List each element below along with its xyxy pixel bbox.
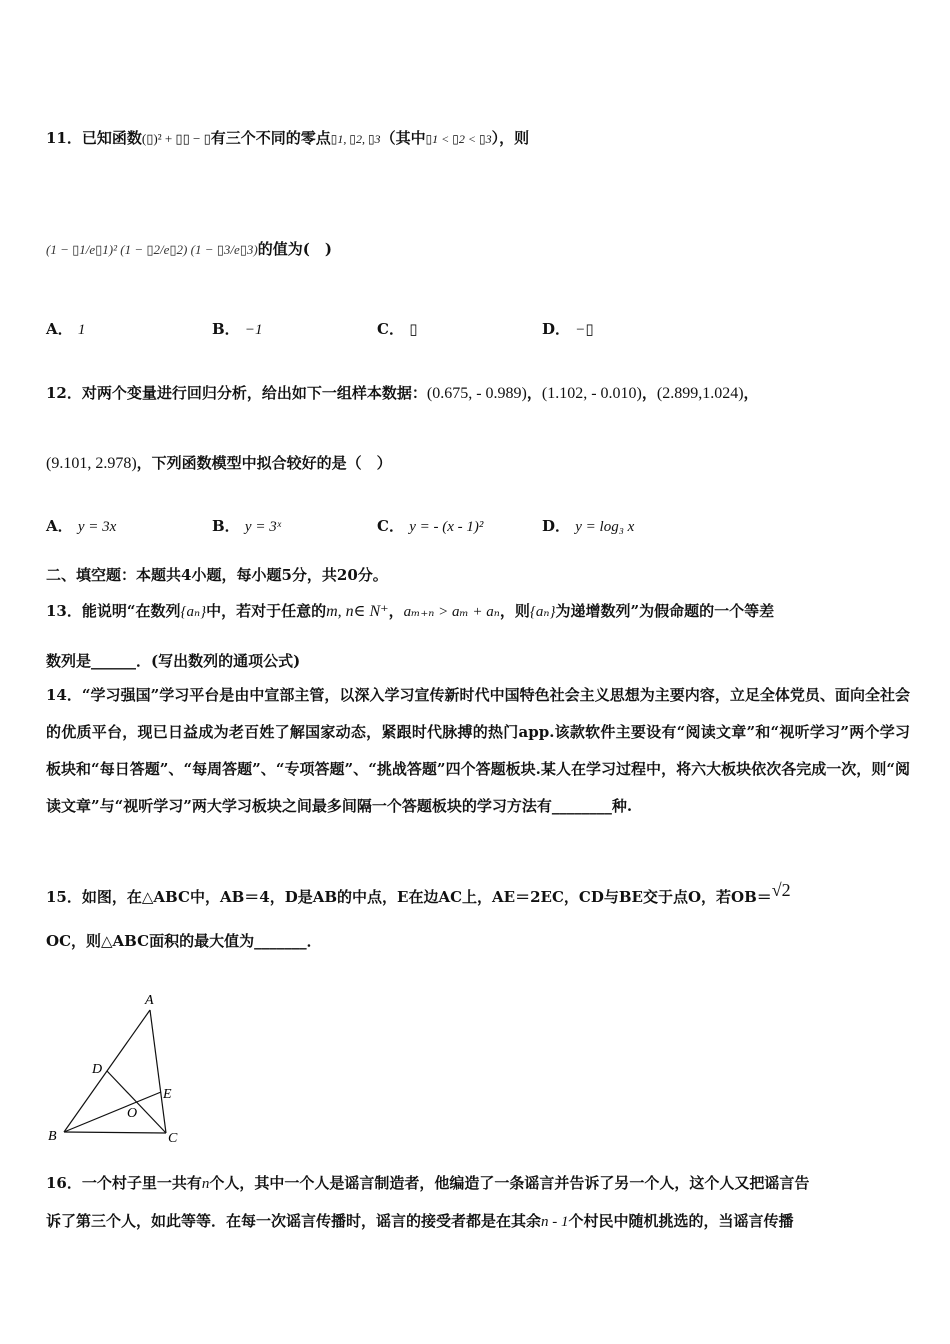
q12-point-3: (2.899,1.024) [656,385,744,402]
side-ac [150,1010,166,1133]
q14-stem: 14．“学习强国”学习平台是由中宣部主管，以深入学习宣传新时代中国特色社会主义思想为主要内容，立足全体党员、面向全社会的优质平台，现已日益成为老百姓了解国家动态，紧跟时代脉搏的热门app.该款软件主要设有“阅读文章”和“视听学习”两个学习板块和“每日答题”、“每周答题”、“专项答题”、“挑战答题”四个答题板块.某人在学习过程中，将六大板块依次各完成一次，则“阅读文章”与“视听学习”两大学习板块之间最多间隔一个答题板块的学习方法有________种. [46,686,910,815]
q11-function: (▯)² + ▯▯ − ▯ [141,131,211,146]
q12-point-4: (9.101, 2.978) [46,455,137,472]
q12-option-a: A． y = 3x [46,517,117,535]
q16-n: n [201,1176,210,1192]
label-d: D [92,1062,103,1077]
q11-option-d: D． −▯ [542,320,594,338]
label-o: O [127,1106,138,1121]
q13-number: 13． [46,602,82,620]
q12-stem: 12．对两个变量进行回归分析，给出如下一组样本数据：(0.675, - 0.989)，(1.102, - 0.010)，(2.899,1.024)， [46,384,759,402]
q12-option-c: C． y = - (x - 1)² [377,517,484,535]
q11-mid: 有三个不同的零点 [210,129,331,147]
q13-line-2: 数列是______．(写出数列的通项公式) [46,652,301,670]
q16-line-2: 诉了第三个人，如此等等．在每一次谣言传播时，谣言的接受者都是在其余n - 1个村民中随机挑选的，当谣言传播 [46,1212,794,1230]
side-bc [64,1132,166,1133]
q11-condition: ▯1 < ▯2 < ▯3 [425,132,492,146]
q12-tail: ，下列函数模型中拟合较好的是（ ） [136,454,392,472]
label-a: A [145,993,154,1008]
q12-stem-2 [46,452,910,473]
q11-option-a: A． 1 [46,320,86,338]
q11-cond-prefix: （其中 [380,129,426,147]
q11-tail: 的值为( ) [257,240,332,258]
q11-number: 11． [46,129,82,147]
q15-line-2: OC，则△ABC面积的最大值为_______． [46,932,322,950]
q11-expression: (1 − ▯1/e▯1)² (1 − ▯2/e▯2) (1 − ▯3/e▯3) [46,242,258,257]
section-2-heading: 二、填空题：本题共4小题，每小题5分，共20分。 [46,566,388,584]
q11-prefix: 已知函数 [81,129,142,147]
triangle-figure [40,990,190,1145]
q16-line-1: 16．一个村子里一共有n个人，其中一个人是谣言制造者，他编造了一条谣言并告诉了另一个人，这个人又把谣言告 [46,1174,810,1192]
q12-number: 12． [46,384,82,402]
q15-sqrt: √2 [771,880,791,900]
q11-zeros: ▯1, ▯2, ▯3 [330,132,381,146]
q11-expression-line [46,238,910,259]
q12-point-1: (0.675, - 0.989) [426,385,527,402]
q13-inequality: aₘ₊ₙ > aₘ + aₙ [403,604,500,620]
label-b: B [48,1129,57,1144]
q15-line-1: 15．如图，在△ABC中，AB＝4，D是AB的中点，E在边AC上，AE＝2EC，CD与BE交于点O，若OB＝√2 [46,880,791,906]
q13-mn: m, n∈ N⁺ [326,603,389,620]
q13-sequence-2: {aₙ} [529,604,556,620]
q11-stem [46,127,910,148]
q12-text: 对两个变量进行回归分析，给出如下一组样本数据： [81,384,427,402]
q11-cond-suffix: ），则 [491,129,530,147]
label-c: C [168,1131,178,1145]
q12-option-d: D． y = log₃ x [542,517,635,535]
label-e: E [163,1087,172,1102]
q11-option-c: C． ▯ [377,320,418,338]
q12-point-2: (1.102, - 0.010) [541,385,642,402]
q16-n-minus-1: n - 1 [541,1214,569,1230]
q12-option-b: B． y = 3ˣ [212,517,281,535]
q13-stem: 13．能说明“在数列{aₙ}中，若对于任意的m, n∈ N⁺，aₘ₊ₙ > aₘ + aₙ，则{aₙ}为递增数列”为假命题的一个等差 [46,602,775,620]
q11-option-b: B． −1 [212,320,263,338]
q13-sequence: {aₙ} [180,604,207,620]
